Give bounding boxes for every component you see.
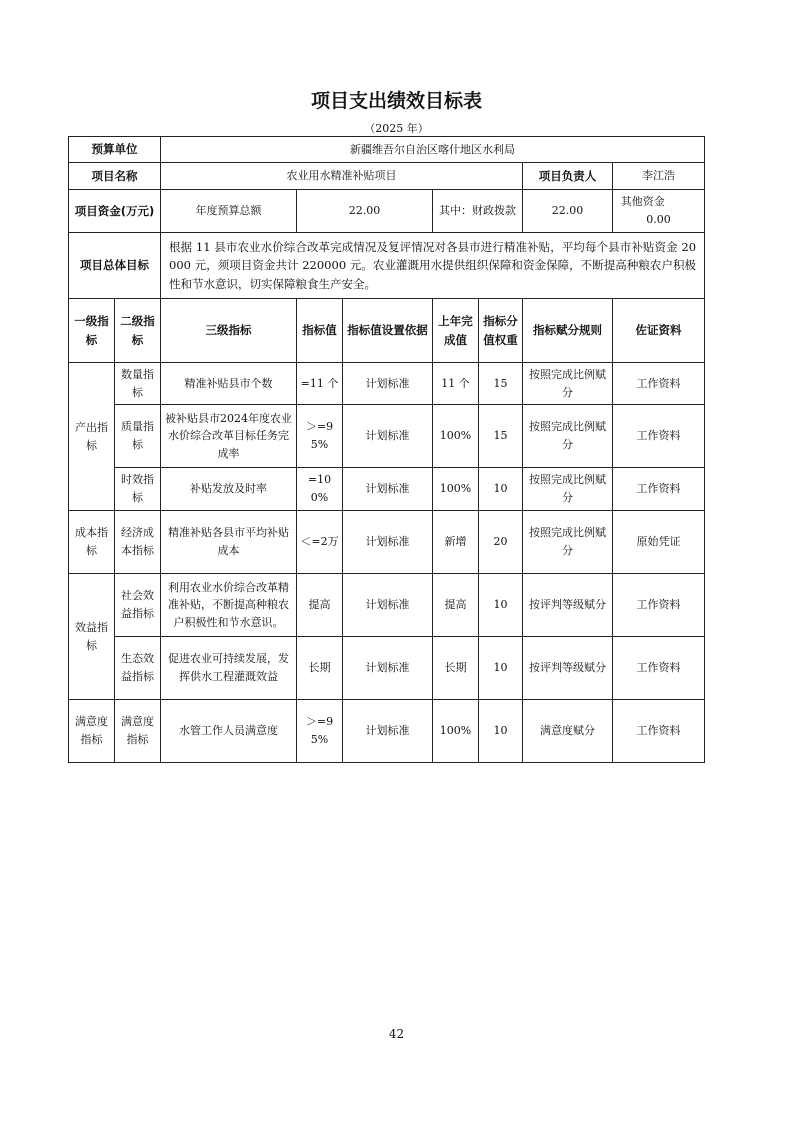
rule-cell: 按评判等级赋分 bbox=[523, 574, 613, 637]
evidence-cell: 工作资料 bbox=[613, 405, 705, 468]
basis-cell: 计划标准 bbox=[343, 511, 433, 574]
rule-cell: 按照完成比例赋分 bbox=[523, 468, 613, 511]
last-year-cell: 11 个 bbox=[433, 363, 479, 405]
level2-cell: 生态效益指标 bbox=[115, 637, 161, 700]
page-number: 42 bbox=[388, 1027, 405, 1041]
header-level1: 一级指标 bbox=[69, 299, 115, 363]
header-level3: 三级指标 bbox=[161, 299, 297, 363]
project-name-row bbox=[69, 163, 705, 190]
weight-cell: 15 bbox=[479, 405, 523, 468]
last-year-cell: 提高 bbox=[433, 574, 479, 637]
weight-cell: 10 bbox=[479, 574, 523, 637]
table-row bbox=[69, 574, 705, 637]
level3-cell: 水管工作人员满意度 bbox=[161, 700, 297, 763]
level1-cell: 成本指标 bbox=[69, 511, 115, 574]
weight-cell: 20 bbox=[479, 511, 523, 574]
level3-cell: 被补贴县市2024年度农业水价综合改革目标任务完成率 bbox=[161, 405, 297, 468]
level2-cell: 经济成本指标 bbox=[115, 511, 161, 574]
weight-cell: 10 bbox=[479, 637, 523, 700]
goal-row bbox=[69, 233, 705, 299]
header-evidence: 佐证资料 bbox=[613, 299, 705, 363]
basis-cell: 计划标准 bbox=[343, 637, 433, 700]
evidence-cell: 原始凭证 bbox=[613, 511, 705, 574]
leader-value: 李江浩 bbox=[613, 163, 705, 190]
level1-cell: 满意度指标 bbox=[69, 700, 115, 763]
basis-cell: 计划标准 bbox=[343, 574, 433, 637]
funds-row bbox=[69, 190, 705, 233]
table-row bbox=[69, 511, 705, 574]
level2-cell: 满意度指标 bbox=[115, 700, 161, 763]
evidence-cell: 工作资料 bbox=[613, 637, 705, 700]
project-name-label: 项目名称 bbox=[69, 163, 161, 190]
rule-cell: 按照完成比例赋分 bbox=[523, 511, 613, 574]
header-weight: 指标分值权重 bbox=[479, 299, 523, 363]
fiscal-value: 22.00 bbox=[523, 190, 613, 233]
page-title: 项目支出绩效目标表 bbox=[310, 90, 482, 112]
last-year-cell: 100% bbox=[433, 468, 479, 511]
basis-cell: 计划标准 bbox=[343, 700, 433, 763]
unit-label: 预算单位 bbox=[69, 137, 161, 163]
last-year-cell: 100% bbox=[433, 405, 479, 468]
last-year-cell: 长期 bbox=[433, 637, 479, 700]
unit-value: 新疆维吾尔自治区喀什地区水利局 bbox=[161, 137, 705, 163]
level2-cell: 时效指标 bbox=[115, 468, 161, 511]
level1-cell: 产出指标 bbox=[69, 363, 115, 511]
value-cell: ＞=95% bbox=[297, 700, 343, 763]
other-funds-label: 其他资金 bbox=[620, 195, 665, 209]
level3-cell: 精准补贴各县市平均补贴成本 bbox=[161, 511, 297, 574]
basis-cell: 计划标准 bbox=[343, 363, 433, 405]
weight-cell: 15 bbox=[479, 363, 523, 405]
level2-cell: 质量指标 bbox=[115, 405, 161, 468]
goal-value: 根据 11 县市农业水价综合改革完成情况及复评情况对各县市进行精准补贴，平均每个县市补贴资金 20000 元，须项目资金共计 220000 元。农业灌溉用水提供组织保障和资金保障，不断提高种粮农户积极性和节水意识，切实保障粮食生产安全。 bbox=[161, 233, 705, 299]
last-year-cell: 100% bbox=[433, 700, 479, 763]
annual-budget-value: 22.00 bbox=[297, 190, 433, 233]
performance-table bbox=[68, 136, 705, 763]
weight-cell: 10 bbox=[479, 700, 523, 763]
fiscal-label: 其中：财政拨款 bbox=[433, 190, 523, 233]
annual-budget-label: 年度预算总额 bbox=[161, 190, 297, 233]
header-value: 指标值 bbox=[297, 299, 343, 363]
value-cell: ＞=95% bbox=[297, 405, 343, 468]
value-cell: 长期 bbox=[297, 637, 343, 700]
header-row bbox=[69, 299, 705, 363]
other-funds-value: 0.00 bbox=[646, 213, 671, 226]
year-label: （2025 年） bbox=[364, 122, 429, 135]
table-row bbox=[69, 637, 705, 700]
header-rule: 指标赋分规则 bbox=[523, 299, 613, 363]
table-row bbox=[69, 700, 705, 763]
evidence-cell: 工作资料 bbox=[613, 468, 705, 511]
level2-cell: 数量指标 bbox=[115, 363, 161, 405]
evidence-cell: 工作资料 bbox=[613, 363, 705, 405]
other-funds-cell bbox=[613, 190, 705, 233]
unit-row bbox=[69, 137, 705, 163]
value-cell: =11 个 bbox=[297, 363, 343, 405]
level3-cell: 精准补贴县市个数 bbox=[161, 363, 297, 405]
basis-cell: 计划标准 bbox=[343, 405, 433, 468]
goal-label: 项目总体目标 bbox=[69, 233, 161, 299]
level3-cell: 促进农业可持续发展，发挥供水工程灌溉效益 bbox=[161, 637, 297, 700]
funds-label: 项目资金(万元) bbox=[69, 190, 161, 233]
value-cell: 提高 bbox=[297, 574, 343, 637]
level2-cell: 社会效益指标 bbox=[115, 574, 161, 637]
evidence-cell: 工作资料 bbox=[613, 700, 705, 763]
value-cell: =100% bbox=[297, 468, 343, 511]
level3-cell: 利用农业水价综合改革精准补贴，不断提高种粮农户积极性和节水意识。 bbox=[161, 574, 297, 637]
header-basis: 指标值设置依据 bbox=[343, 299, 433, 363]
project-name-value: 农业用水精准补贴项目 bbox=[161, 163, 523, 190]
rule-cell: 按照完成比例赋分 bbox=[523, 363, 613, 405]
header-last-year: 上年完成值 bbox=[433, 299, 479, 363]
last-year-cell: 新增 bbox=[433, 511, 479, 574]
leader-label: 项目负责人 bbox=[523, 163, 613, 190]
value-cell: ＜=2万 bbox=[297, 511, 343, 574]
evidence-cell: 工作资料 bbox=[613, 574, 705, 637]
table-row bbox=[69, 468, 705, 511]
rule-cell: 按评判等级赋分 bbox=[523, 637, 613, 700]
level3-cell: 补贴发放及时率 bbox=[161, 468, 297, 511]
header-level2: 二级指标 bbox=[115, 299, 161, 363]
rule-cell: 按照完成比例赋分 bbox=[523, 405, 613, 468]
table-row bbox=[69, 363, 705, 405]
basis-cell: 计划标准 bbox=[343, 468, 433, 511]
weight-cell: 10 bbox=[479, 468, 523, 511]
level1-cell: 效益指标 bbox=[69, 574, 115, 700]
table-row bbox=[69, 405, 705, 468]
rule-cell: 满意度赋分 bbox=[523, 700, 613, 763]
